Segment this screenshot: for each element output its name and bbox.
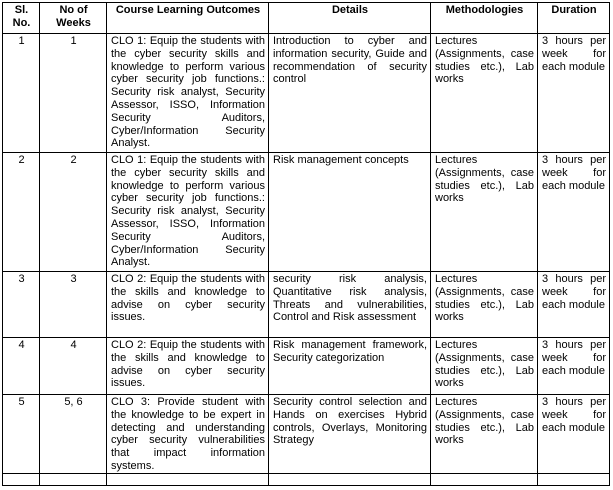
header-details: Details: [269, 3, 431, 34]
cell-duration: 3 hours per week for each module: [538, 395, 610, 474]
cell-duration: 3 hours per week for each module: [538, 338, 610, 395]
table-row: [3, 272, 610, 338]
cell-outcome: CLO 2: Equip the students with the skills and knowledge to advise on cyber security issues.: [107, 338, 269, 395]
cell-duration: 3 hours per week for each module: [538, 34, 610, 153]
cell-weeks: 4: [40, 338, 107, 395]
cell-outcome: CLO 2: Equip the students with the skills and knowledge to advise on cyber security issues.: [107, 272, 269, 338]
cell-methodology: Lectures (Assignments, case studies etc.), Lab works: [431, 153, 538, 272]
table-row: [3, 338, 610, 395]
header-methodologies: Methodologies: [431, 3, 538, 34]
table-row: [3, 395, 610, 474]
cell-empty: [40, 473, 107, 485]
header-outcomes: Course Learning Outcomes: [107, 3, 269, 34]
cell-sl: 5: [3, 395, 40, 474]
cell-empty: [107, 473, 269, 485]
cell-weeks: 1: [40, 34, 107, 153]
cell-weeks: 3: [40, 272, 107, 338]
cell-methodology: Lectures (Assignments, case studies etc.), Lab works: [431, 395, 538, 474]
cell-details: security risk analysis, Quantitative risk analysis, Threats and vulnerabilities, Control and Risk assessment: [269, 272, 431, 338]
header-row: [3, 3, 610, 34]
cell-sl: 2: [3, 153, 40, 272]
cell-empty: [538, 473, 610, 485]
cell-details: Risk management framework, Security categorization: [269, 338, 431, 395]
header-sl-no: Sl. No.: [3, 3, 40, 34]
header-weeks: No of Weeks: [40, 3, 107, 34]
cell-outcome: CLO 1: Equip the students with the cyber security skills and knowledge to perform various cyber security job functions.: Security risk analyst, Security Assessor, ISSO, Information Security Auditors, Cyber/Information Security Analyst.: [107, 34, 269, 153]
course-plan-table: [2, 2, 610, 486]
cell-weeks: 2: [40, 153, 107, 272]
cell-outcome: CLO 3: Provide student with the knowledge to be expert in detecting and understanding cyber security vulnerabilities that impact information systems.: [107, 395, 269, 474]
cell-duration: 3 hours per week for each module: [538, 153, 610, 272]
table-row-partial: [3, 473, 610, 485]
cell-methodology: Lectures (Assignments, case studies etc.), Lab works: [431, 34, 538, 153]
table-row: [3, 153, 610, 272]
cell-methodology: Lectures (Assignments, case studies etc.), Lab works: [431, 272, 538, 338]
cell-sl: 4: [3, 338, 40, 395]
cell-details: Risk management concepts: [269, 153, 431, 272]
cell-methodology: Lectures (Assignments, case studies etc.), Lab works: [431, 338, 538, 395]
cell-sl: 3: [3, 272, 40, 338]
header-duration: Duration: [538, 3, 610, 34]
table-row: [3, 34, 610, 153]
cell-sl: 1: [3, 34, 40, 153]
cell-weeks: 5, 6: [40, 395, 107, 474]
cell-empty: [431, 473, 538, 485]
cell-outcome: CLO 1: Equip the students with the cyber security skills and knowledge to perform various cyber security job functions.: Security risk analyst, Security Assessor, ISSO, Information Security Auditors, Cyber/Information Security Analyst.: [107, 153, 269, 272]
cell-empty: [269, 473, 431, 485]
cell-duration: 3 hours per week for each module: [538, 272, 610, 338]
cell-details: Security control selection and Hands on exercises Hybrid controls, Overlays, Monitoring Strategy: [269, 395, 431, 474]
cell-empty: [3, 473, 40, 485]
cell-details: Introduction to cyber and information security, Guide and recommendation of security control: [269, 34, 431, 153]
